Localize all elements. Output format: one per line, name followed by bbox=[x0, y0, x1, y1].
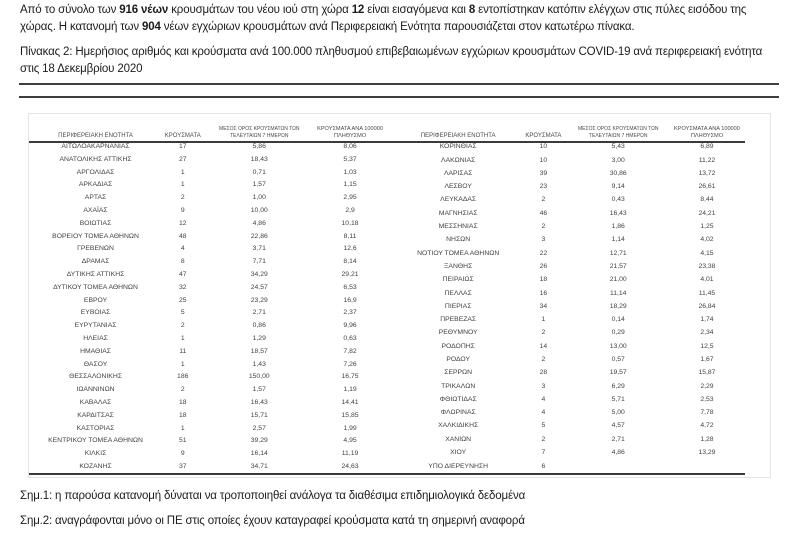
value-cell: 26,84 bbox=[698, 302, 716, 310]
table-row bbox=[399, 367, 747, 380]
table-row bbox=[35, 179, 391, 192]
value-cell: 3,00 bbox=[611, 156, 625, 164]
value-cell: 6,29 bbox=[611, 382, 625, 390]
table-header-row bbox=[399, 114, 747, 141]
region-name-cell: ΧΙΟΥ bbox=[450, 449, 467, 457]
table-row bbox=[399, 234, 747, 247]
footnote-1: Σημ.1: η παρούσα κατανομή δύναται να τροποποιηθεί ανάλογα τα διαθέσιμα επιδημιολογικά δεδομένα bbox=[20, 490, 526, 502]
region-name-cell: ΚΕΝΤΡΙΚΟΥ ΤΟΜΕΑ ΑΘΗΝΩΝ bbox=[48, 437, 143, 445]
intro-text: νέων εγχώριων κρουσμάτων ανά Περιφερειακή Ενότητα παρουσιάζεται στον κατωτέρω πίνακα. bbox=[160, 20, 635, 33]
value-cell: 21,00 bbox=[609, 276, 627, 284]
value-cell: 16,9 bbox=[343, 296, 357, 304]
region-name-cell: ΔΥΤΙΚΗΣ ΑΤΤΙΚΗΣ bbox=[66, 270, 125, 278]
total-new-cases: 916 νέων bbox=[119, 4, 169, 16]
value-cell: 6 bbox=[541, 462, 546, 470]
table-row bbox=[399, 314, 747, 327]
value-cell: 5,43 bbox=[611, 143, 625, 151]
table-row bbox=[399, 274, 747, 287]
value-cell: 5 bbox=[541, 422, 546, 430]
value-cell: 26,61 bbox=[698, 183, 716, 191]
region-name-cell: ΑΡΓΟΛΙΔΑΣ bbox=[76, 168, 115, 176]
region-name-cell: ΕΒΡΟΥ bbox=[83, 296, 108, 304]
value-cell: 27 bbox=[178, 155, 187, 163]
value-cell: 23,38 bbox=[698, 262, 716, 270]
value-cell: 2,57 bbox=[252, 424, 266, 432]
region-name-cell: ΑΡΚΑΔΙΑΣ bbox=[78, 181, 113, 189]
value-cell: 4,86 bbox=[611, 449, 625, 457]
value-cell: 1 bbox=[180, 168, 185, 176]
value-cell: 8,11 bbox=[343, 232, 357, 240]
value-cell: 0,86 bbox=[252, 322, 266, 330]
header-7day-average: ΜΕΣΟΣ ΟΡΟΣ ΚΡΟΥΣΜΑΤΩΝ ΤΩΝ ΤΕΛΕΥΤΑΙΩΝ 7 ΗΜΕΡΩΝ bbox=[578, 126, 659, 139]
value-cell: 3,71 bbox=[252, 245, 266, 253]
value-cell bbox=[570, 460, 667, 474]
value-cell: 1,86 bbox=[611, 223, 625, 231]
table-row bbox=[35, 384, 391, 397]
value-cell: 23,29 bbox=[250, 296, 268, 304]
region-name-cell: ΔΥΤΙΚΟΥ ΤΟΜΕΑ ΑΘΗΝΩΝ bbox=[53, 283, 138, 291]
table-row bbox=[399, 447, 747, 460]
table-row bbox=[399, 301, 747, 314]
value-cell: 7,78 bbox=[700, 409, 714, 417]
value-cell: 2 bbox=[541, 196, 546, 204]
value-cell: 51 bbox=[178, 437, 187, 445]
value-cell: 4,86 bbox=[252, 219, 266, 227]
table-row bbox=[399, 327, 747, 340]
table-caption: Πίνακας 2: Ημερήσιος αριθμός και κρούσματα ανά 100.000 πληθυσμού επιβεβαιωμένων εγχώριων κρουσμάτων COVID-19 ανά περιφερειακή ενότητα στις 18 Δεκεμβρίου 2020 bbox=[20, 46, 763, 75]
entry-gate-cases: 8 bbox=[468, 4, 476, 16]
value-cell: 16,43 bbox=[250, 398, 268, 406]
region-name-cell: ΛΕΥΚΑΔΑΣ bbox=[440, 196, 477, 204]
value-cell: 15,87 bbox=[698, 369, 716, 377]
value-cell: 4,95 bbox=[343, 437, 357, 445]
value-cell: 46 bbox=[539, 209, 548, 217]
table-row bbox=[35, 167, 391, 180]
table-row bbox=[399, 340, 747, 353]
value-cell: 8,44 bbox=[700, 196, 714, 204]
value-cell: 13,00 bbox=[609, 342, 627, 350]
table-row bbox=[35, 218, 391, 231]
value-cell: 2,95 bbox=[343, 194, 357, 202]
region-name-cell: ΔΡΑΜΑΣ bbox=[81, 258, 110, 266]
value-cell: 2 bbox=[180, 322, 185, 330]
value-cell: 5,86 bbox=[252, 143, 266, 150]
value-cell: 25 bbox=[178, 296, 187, 304]
table-row bbox=[399, 221, 747, 234]
value-cell: 1,43 bbox=[252, 360, 266, 368]
value-cell: 186 bbox=[177, 373, 189, 381]
value-cell: 2 bbox=[180, 194, 185, 202]
value-cell: 24,57 bbox=[250, 283, 268, 291]
region-name-cell: ΕΥΒΟΙΑΣ bbox=[80, 309, 111, 317]
value-cell: 34 bbox=[539, 302, 548, 310]
intro-text: εντοπίστηκαν κατόπιν ελέγχων στις πύλες εισόδου της χώρας. Η κατανομή των bbox=[20, 4, 747, 33]
table-row bbox=[399, 380, 747, 393]
value-cell: 1,29 bbox=[252, 334, 266, 342]
value-cell: 0,29 bbox=[611, 329, 625, 337]
value-cell: 11,19 bbox=[341, 450, 359, 458]
region-name-cell: ΛΑΚΩΝΙΑΣ bbox=[441, 156, 476, 164]
region-name-cell: ΘΕΣΣΑΛΟΝΙΚΗΣ bbox=[69, 373, 122, 381]
region-name-cell: ΧΑΝΙΩΝ bbox=[445, 435, 472, 443]
value-cell: 18 bbox=[178, 398, 187, 406]
region-name-cell: ΛΑΡΙΣΑΣ bbox=[443, 169, 473, 177]
value-cell: 39,29 bbox=[250, 437, 268, 445]
value-cell: 1,99 bbox=[343, 424, 357, 432]
value-cell: 13,29 bbox=[698, 449, 716, 457]
table-row bbox=[35, 423, 391, 436]
value-cell: 1 bbox=[541, 316, 546, 324]
intro-paragraph bbox=[20, 2, 780, 35]
value-cell: 8 bbox=[180, 258, 185, 266]
table-bottom-line bbox=[29, 473, 745, 475]
region-name-cell: ΑΙΤΩΛΟΑΚΑΡΝΑΝΙΑΣ bbox=[61, 143, 130, 150]
table-row bbox=[35, 346, 391, 359]
value-cell: 150,00 bbox=[248, 373, 270, 381]
region-name-cell: ΤΡΙΚΑΛΩΝ bbox=[441, 382, 476, 390]
table-row bbox=[35, 320, 391, 333]
value-cell: 9 bbox=[180, 450, 185, 458]
value-cell: 2,37 bbox=[343, 309, 357, 317]
region-name-cell: ΥΠΟ ΔΙΕΡΕΥΝΗΣΗ bbox=[428, 462, 489, 470]
value-cell: 4,02 bbox=[700, 236, 714, 244]
value-cell: 16,43 bbox=[609, 209, 627, 217]
region-name-cell: ΠΕΙΡΑΙΩΣ bbox=[442, 276, 474, 284]
table-row bbox=[35, 154, 391, 167]
table-row bbox=[35, 269, 391, 282]
table-row bbox=[35, 333, 391, 346]
value-cell: 4,72 bbox=[700, 422, 714, 430]
value-cell: 9,96 bbox=[343, 322, 357, 330]
value-cell bbox=[667, 460, 747, 474]
table-row bbox=[399, 261, 747, 274]
value-cell: 8,06 bbox=[343, 143, 357, 150]
value-cell: 17 bbox=[178, 143, 187, 150]
value-cell: 2,29 bbox=[700, 382, 714, 390]
table-row bbox=[399, 394, 747, 407]
value-cell: 48 bbox=[178, 232, 187, 240]
region-name-cell: ΝΟΤΙΟΥ ΤΟΜΕΑ ΑΘΗΝΩΝ bbox=[417, 249, 500, 257]
region-name-cell: ΑΧΑΪΑΣ bbox=[83, 206, 108, 214]
region-name-cell: ΑΝΑΤΟΛΙΚΗΣ ΑΤΤΙΚΗΣ bbox=[59, 155, 132, 163]
region-name-cell: ΗΜΑΘΙΑΣ bbox=[80, 347, 111, 355]
value-cell: 0,14 bbox=[611, 316, 625, 324]
value-cell: 11,14 bbox=[609, 289, 627, 297]
region-name-cell: ΚΟΖΑΝΗΣ bbox=[79, 462, 112, 470]
value-cell: 11,22 bbox=[698, 156, 716, 164]
value-cell: 5,71 bbox=[611, 395, 625, 403]
value-cell: 12,6 bbox=[343, 245, 357, 253]
value-cell: 2 bbox=[180, 386, 185, 394]
table-row bbox=[35, 359, 391, 372]
value-cell: 16,14 bbox=[250, 450, 268, 458]
value-cell: 30,86 bbox=[609, 169, 627, 177]
value-cell: 39 bbox=[539, 169, 548, 177]
region-name-cell: ΕΥΡΥΤΑΝΙΑΣ bbox=[74, 322, 117, 330]
value-cell: 4 bbox=[541, 409, 546, 417]
value-cell: 28 bbox=[539, 369, 548, 377]
table-row bbox=[35, 448, 391, 461]
value-cell: 9,14 bbox=[611, 183, 625, 191]
value-cell: 1,57 bbox=[252, 181, 266, 189]
header-cases: ΚΡΟΥΣΜΑΤΑ bbox=[164, 132, 201, 139]
region-name-cell: ΚΙΛΚΙΣ bbox=[84, 450, 107, 458]
value-cell: 18 bbox=[178, 411, 187, 419]
value-cell: 14 bbox=[539, 342, 548, 350]
covid-regional-table-block bbox=[28, 113, 771, 478]
header-region: ΠΕΡΙΦΕΡΕΙΑΚΗ ΕΝΟΤΗΤΑ bbox=[420, 132, 496, 139]
value-cell: 18,57 bbox=[250, 347, 268, 355]
value-cell: 3 bbox=[541, 382, 546, 390]
divider-line-top bbox=[19, 83, 779, 85]
intro-text: Από το σύνολο των bbox=[20, 4, 120, 16]
value-cell: 26 bbox=[539, 262, 548, 270]
value-cell: 7,71 bbox=[252, 258, 266, 266]
value-cell: 7,82 bbox=[343, 347, 357, 355]
value-cell: 10 bbox=[539, 143, 548, 151]
value-cell: 4,01 bbox=[700, 276, 714, 284]
table-row bbox=[35, 410, 391, 423]
table-row bbox=[399, 154, 747, 167]
value-cell: 2,9 bbox=[345, 206, 355, 214]
divider-line-bottom bbox=[19, 96, 779, 98]
table-header-row bbox=[35, 114, 391, 141]
table-row bbox=[399, 194, 747, 207]
value-cell: 1 bbox=[180, 360, 185, 368]
value-cell: 1,67 bbox=[700, 356, 714, 363]
value-cell: 0,71 bbox=[252, 168, 266, 176]
value-cell: 34,71 bbox=[250, 462, 268, 470]
value-cell: 47 bbox=[178, 270, 187, 278]
region-name-cell: ΠΙΕΡΙΑΣ bbox=[444, 302, 472, 310]
value-cell: 12,5 bbox=[700, 342, 714, 350]
value-cell: 16 bbox=[539, 289, 548, 297]
value-cell: 15,85 bbox=[341, 411, 359, 419]
region-name-cell: ΦΛΩΡΙΝΑΣ bbox=[440, 409, 476, 417]
value-cell: 1,19 bbox=[343, 386, 357, 394]
header-per-100k: ΚΡΟΥΣΜΑΤΑ ΑΝΑ 100000 ΠΛΗΘΥΣΜΟ bbox=[317, 126, 383, 139]
value-cell: 32 bbox=[178, 283, 187, 291]
table-row bbox=[399, 354, 747, 367]
table-row bbox=[35, 435, 391, 448]
value-cell: 22 bbox=[539, 249, 548, 257]
value-cell: 21,57 bbox=[609, 262, 627, 270]
region-name-cell: ΧΑΛΚΙΔΙΚΗΣ bbox=[438, 422, 479, 430]
value-cell: 1,15 bbox=[343, 181, 357, 189]
region-name-cell: ΓΡΕΒΕΝΩΝ bbox=[77, 245, 114, 253]
table-row bbox=[35, 205, 391, 218]
region-name-cell: ΚΑΒΑΛΑΣ bbox=[79, 398, 112, 406]
value-cell: 5 bbox=[180, 309, 185, 317]
table-row bbox=[399, 420, 747, 433]
table-row bbox=[35, 243, 391, 256]
value-cell: 11,45 bbox=[698, 289, 716, 297]
region-name-cell: ΡΟΔΟΥ bbox=[446, 356, 470, 363]
region-name-cell: ΡΟΔΟΠΗΣ bbox=[441, 342, 475, 350]
table-row bbox=[399, 181, 747, 194]
table-columns-wrapper bbox=[29, 114, 770, 474]
region-name-cell: ΜΑΓΝΗΣΙΑΣ bbox=[438, 209, 478, 217]
table-row bbox=[399, 247, 747, 260]
value-cell: 7,26 bbox=[343, 360, 357, 368]
footnote-2: Σημ.2: αναγράφονται μόνο οι ΠΕ στις οποίες έχουν καταγραφεί κρούσματα κατά τη σημερινή αναφορά bbox=[20, 515, 525, 527]
value-cell: 24,63 bbox=[341, 462, 359, 470]
intro-text: είναι εισαγόμενα και bbox=[364, 4, 469, 16]
region-name-cell: ΚΑΡΔΙΤΣΑΣ bbox=[77, 411, 114, 419]
table-row bbox=[35, 461, 391, 474]
value-cell: 2 bbox=[541, 356, 546, 363]
region-name-cell: ΒΟΙΩΤΙΑΣ bbox=[79, 219, 112, 227]
table-row bbox=[35, 295, 391, 308]
region-name-cell: ΞΑΝΘΗΣ bbox=[444, 262, 473, 270]
value-cell: 9 bbox=[180, 206, 185, 214]
value-cell: 1,03 bbox=[343, 168, 357, 176]
regional-table-left bbox=[35, 114, 391, 474]
value-cell: 10,18 bbox=[341, 219, 359, 227]
region-name-cell: ΘΑΣΟΥ bbox=[83, 360, 108, 368]
table-row bbox=[399, 207, 747, 220]
region-name-cell: ΣΕΡΡΩΝ bbox=[444, 369, 473, 377]
value-cell: 7 bbox=[541, 449, 546, 457]
value-cell: 4 bbox=[180, 245, 185, 253]
value-cell: 13,72 bbox=[698, 169, 716, 177]
value-cell: 18 bbox=[539, 276, 548, 284]
region-name-cell: ΠΡΕΒΕΖΑΣ bbox=[440, 316, 477, 324]
region-name-cell: ΙΩΑΝΝΙΝΩΝ bbox=[76, 386, 115, 394]
table-row bbox=[399, 407, 747, 420]
value-cell: 2,34 bbox=[700, 329, 714, 337]
region-name-cell: ΒΟΡΕΙΟΥ ΤΟΜΕΑ ΑΘΗΝΩΝ bbox=[52, 232, 139, 240]
value-cell: 1,00 bbox=[252, 194, 266, 202]
table-row bbox=[35, 397, 391, 410]
table-row bbox=[35, 192, 391, 205]
table-row bbox=[35, 282, 391, 295]
value-cell: 37 bbox=[178, 462, 187, 470]
value-cell: 4,15 bbox=[700, 249, 714, 257]
value-cell: 5,37 bbox=[343, 155, 357, 163]
value-cell: 10,00 bbox=[250, 206, 268, 214]
value-cell: 1 bbox=[180, 334, 185, 342]
value-cell: 34,29 bbox=[250, 270, 268, 278]
value-cell: 8,14 bbox=[343, 258, 357, 266]
region-name-cell: ΠΕΛΛΑΣ bbox=[444, 289, 472, 297]
value-cell: 2 bbox=[541, 329, 546, 337]
region-name-cell: ΦΘΙΩΤΙΔΑΣ bbox=[439, 395, 477, 403]
value-cell: 2,71 bbox=[611, 435, 625, 443]
value-cell: 4,57 bbox=[611, 422, 625, 430]
table-row bbox=[35, 231, 391, 244]
value-cell: 12 bbox=[178, 219, 187, 227]
value-cell: 2,53 bbox=[700, 395, 714, 403]
value-cell: 18,43 bbox=[250, 155, 268, 163]
value-cell: 10 bbox=[539, 156, 548, 164]
value-cell: 0,63 bbox=[343, 334, 357, 342]
region-name-cell: ΑΡΤΑΣ bbox=[84, 194, 107, 202]
value-cell: 1,14 bbox=[611, 236, 625, 244]
value-cell: 12,71 bbox=[609, 249, 627, 257]
value-cell: 3 bbox=[541, 236, 546, 244]
table-row bbox=[399, 168, 747, 181]
value-cell: 2,71 bbox=[252, 309, 266, 317]
table-row bbox=[399, 434, 747, 447]
value-cell: 2 bbox=[541, 435, 546, 443]
value-cell: 1 bbox=[180, 424, 185, 432]
region-name-cell: ΚΑΣΤΟΡΙΑΣ bbox=[76, 424, 115, 432]
value-cell: 5,00 bbox=[611, 409, 625, 417]
table-row bbox=[399, 460, 747, 474]
value-cell: 15,71 bbox=[250, 411, 268, 419]
header-per-100k: ΚΡΟΥΣΜΑΤΑ ΑΝΑ 100000 ΠΛΗΘΥΣΜΟ bbox=[674, 126, 740, 139]
value-cell: 18,29 bbox=[609, 302, 627, 310]
value-cell: 22,86 bbox=[250, 232, 268, 240]
region-name-cell: ΚΟΡΙΝΘΙΑΣ bbox=[439, 143, 477, 151]
value-cell: 1,74 bbox=[700, 316, 714, 324]
value-cell: 24,21 bbox=[698, 209, 716, 217]
value-cell: 29,21 bbox=[341, 270, 359, 278]
value-cell: 1,28 bbox=[700, 435, 714, 443]
table-row bbox=[35, 256, 391, 269]
value-cell: 6,53 bbox=[343, 283, 357, 291]
value-cell: 1,57 bbox=[252, 386, 266, 394]
value-cell: 2 bbox=[541, 223, 546, 231]
value-cell: 14,41 bbox=[341, 398, 359, 406]
header-region: ΠΕΡΙΦΕΡΕΙΑΚΗ ΕΝΟΤΗΤΑ bbox=[58, 132, 133, 139]
region-name-cell: ΜΕΣΣΗΝΙΑΣ bbox=[438, 223, 478, 231]
value-cell: 23 bbox=[539, 183, 548, 191]
table-row bbox=[35, 307, 391, 320]
intro-text: κρουσμάτων του νέου ιού στη χώρα bbox=[168, 4, 352, 16]
header-7day-average: ΜΕΣΟΣ ΟΡΟΣ ΚΡΟΥΣΜΑΤΩΝ ΤΩΝ ΤΕΛΕΥΤΑΙΩΝ 7 ΗΜΕΡΩΝ bbox=[219, 126, 300, 139]
value-cell: 6,89 bbox=[700, 143, 714, 151]
table-row bbox=[399, 287, 747, 300]
value-cell: 1,25 bbox=[700, 223, 714, 231]
value-cell: 19,57 bbox=[609, 369, 627, 377]
table-row bbox=[35, 371, 391, 384]
imported-cases: 12 bbox=[351, 4, 365, 16]
value-cell: 0,43 bbox=[611, 196, 625, 204]
value-cell: 16,75 bbox=[341, 373, 359, 381]
value-cell: 0,57 bbox=[611, 356, 625, 363]
regional-table-right bbox=[399, 114, 747, 474]
table-header-underline bbox=[29, 141, 745, 143]
header-cases: ΚΡΟΥΣΜΑΤΑ bbox=[525, 132, 562, 139]
region-name-cell: ΡΕΘΥΜΝΟΥ bbox=[438, 329, 478, 337]
value-cell: 11 bbox=[179, 347, 187, 355]
region-name-cell: ΗΛΕΙΑΣ bbox=[83, 334, 108, 342]
region-name-cell: ΛΕΣΒΟΥ bbox=[444, 183, 472, 191]
value-cell: 4 bbox=[541, 395, 546, 403]
value-cell: 1 bbox=[180, 181, 185, 189]
region-name-cell: ΝΗΣΩΝ bbox=[446, 236, 471, 244]
domestic-cases: 904 bbox=[141, 20, 161, 33]
